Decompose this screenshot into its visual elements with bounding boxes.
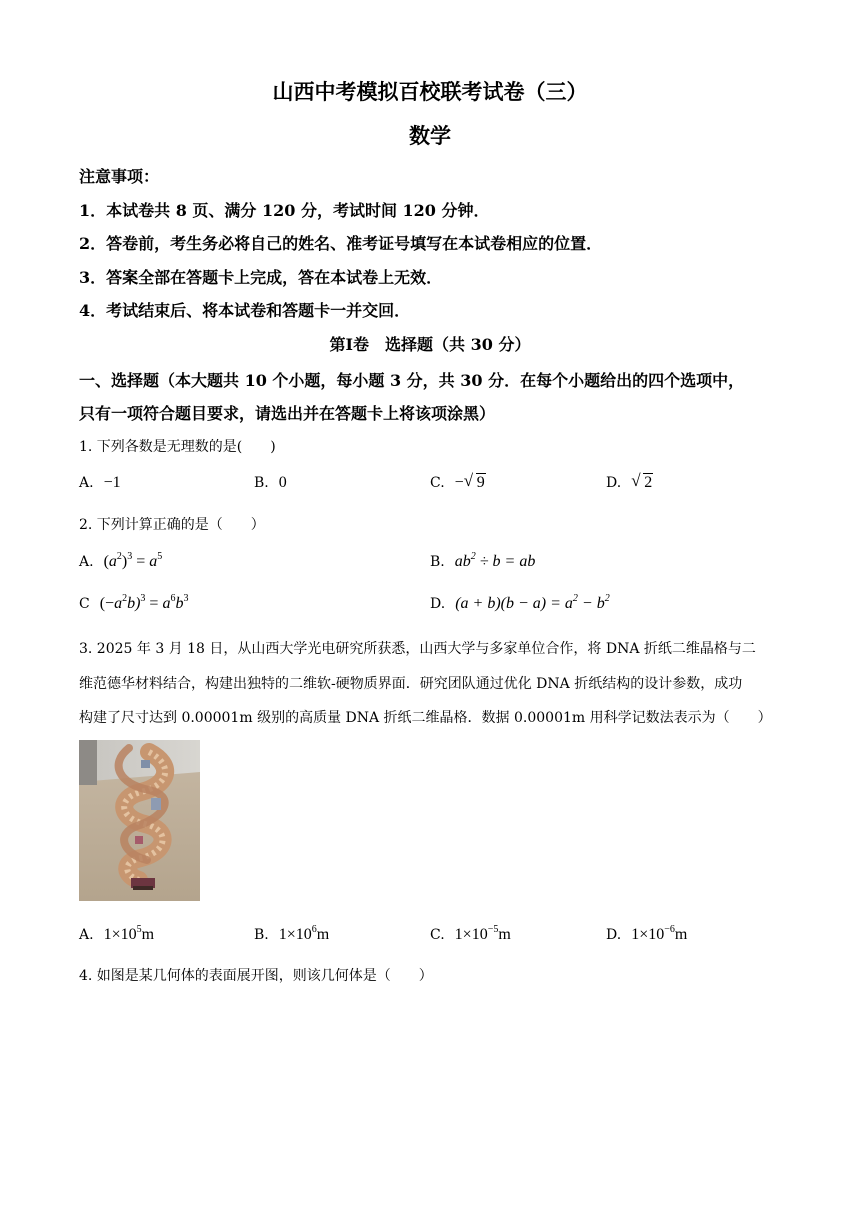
question-4-stem: 4. 如图是某几何体的表面展开图，则该几何体是（ ） bbox=[79, 968, 433, 984]
section-instruction: 只有一项符合题目要求，请选出并在答题卡上将该项涂黑） bbox=[79, 404, 496, 423]
q2-option-a: A. $(a^2)^3 = a^5$ bbox=[79, 551, 163, 570]
exam-title: 山西中考模拟百校联考试卷（三） bbox=[272, 79, 588, 104]
q1-option-a: A. −1 bbox=[79, 474, 121, 491]
q3-option-d: D. $1\times 10^{-6}m$ bbox=[606, 924, 688, 943]
q1-option-b: B. 0 bbox=[254, 474, 287, 491]
question-1-stem: 1. 下列各数是无理数的是( ) bbox=[79, 439, 276, 455]
section-title: 第Ⅰ卷 选择题（共 30 分） bbox=[329, 335, 531, 354]
q1-option-c: C. − √ 9 bbox=[430, 471, 485, 491]
q3-option-b: B. $1\times 10^6m$ bbox=[254, 924, 330, 943]
notice-heading: 注意事项： bbox=[79, 167, 160, 186]
dna-origami-photo bbox=[79, 740, 200, 901]
question-3-line: 构建了尺寸达到 0.00001m 级别的高质量 DNA 折纸二维晶格．数据 0.00001m 用科学记数法表示为（ ） bbox=[79, 710, 772, 726]
section-instruction: 一、选择题（本大题共 10 个小题，每小题 3 分，共 30 分．在每个小题给出的四个选项中， bbox=[79, 371, 745, 390]
question-3-line: 维范德华材料结合，构建出独特的二维软-硬物质界面．研究团队通过优化 DNA 折纸结构的设计参数，成功 bbox=[79, 676, 743, 692]
q1-option-d: D. √ 2 bbox=[606, 471, 653, 491]
dna-origami-photo-drawing bbox=[79, 740, 200, 901]
notice-item: 3．答案全部在答题卡上完成，答在本试卷上无效． bbox=[79, 268, 443, 287]
q3-option-a: A. $1\times 10^5m$ bbox=[79, 924, 155, 943]
notice-item: 4．考试结束后、将本试卷和答题卡一并交回． bbox=[79, 301, 411, 320]
subject-title: 数学 bbox=[409, 123, 451, 148]
q3-option-c: C. $1\times 10^{-5}m$ bbox=[430, 924, 511, 943]
q2-option-c: C $(-a^2b)^3 = a^6b^3$ bbox=[79, 593, 189, 612]
q2-option-b: B. $ab^2 \div b$ = ab bbox=[430, 551, 536, 570]
notice-item: 2．答卷前，考生务必将自己的姓名、准考证号填写在本试卷相应的位置． bbox=[79, 234, 603, 253]
question-2-stem: 2. 下列计算正确的是（ ） bbox=[79, 517, 265, 533]
question-3-line: 3. 2025 年 3 月 18 日，从山西大学光电研究所获悉，山西大学与多家单位合作，将 DNA 折纸二维晶格与二 bbox=[79, 641, 756, 657]
q2-option-d: D. $(a + b)(b - a) = a^2 - b^2$ bbox=[430, 593, 610, 612]
notice-item: 1．本试卷共 8 页、满分 120 分，考试时间 120 分钟． bbox=[79, 201, 490, 220]
